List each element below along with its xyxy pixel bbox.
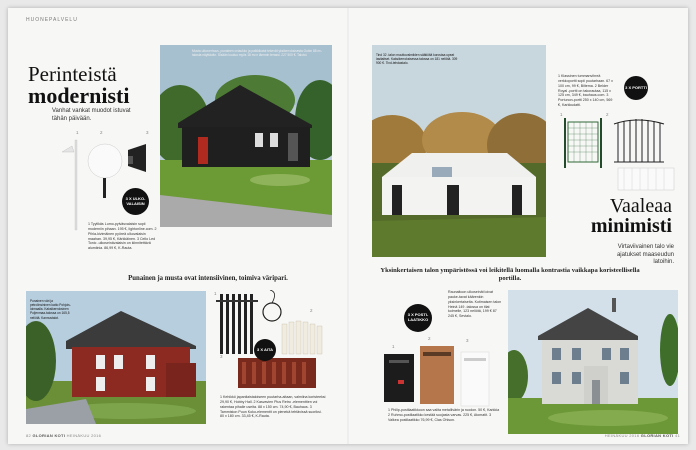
mailbox-number-3: 3 xyxy=(466,338,469,343)
black-house-photo xyxy=(160,45,332,227)
gate-products-image xyxy=(560,114,680,196)
right-mid-heading: Yksinkertaisen talon ympäristössä voi leikitellä luomalla kontrastia vaikkapa koristeellisella portilla. xyxy=(380,267,640,283)
red-house-caption: Punainen väri ja petrolinsininen katto Pohjois-loimaalla. Kaksikerroksinen Poljenmaa-talossa on 165,5 neliötä. Kannustalot. xyxy=(30,299,71,320)
black-house-image xyxy=(160,45,332,227)
left-mid-heading: Punainen ja musta ovat intensiivinen, toimiva väripari. xyxy=(128,275,288,282)
right-heading-line2: minimisti xyxy=(590,215,672,237)
lamp-number-1: 1 xyxy=(76,130,79,135)
gate-badge: 3 X PORTTI xyxy=(624,76,648,100)
white-house-photo xyxy=(372,45,546,257)
grey-house-image xyxy=(508,290,678,434)
left-page xyxy=(8,8,348,444)
right-heading-line1: Vaaleaa xyxy=(609,195,672,217)
magazine-spread xyxy=(8,8,688,444)
left-heading-line1: Perinteistä xyxy=(28,62,117,86)
fence-number-1: 1 xyxy=(214,291,217,296)
mailbox-note: 1 Philip-postilaatikkoon saa valita metallivärin ja ruodon. 50 €, Karkkia 2 Ruhmo-postilaatikko kestää suojasta varvas. 225 €, Atomatit. 3 Valkea postilaatikko 76,99 €, Clas Ohlson. xyxy=(388,408,500,422)
right-footer-issue: HEINÄKUU 2016 xyxy=(604,433,640,438)
right-footer-page: 41 xyxy=(674,433,680,438)
gate-number-2: 2 xyxy=(606,112,609,117)
grey-house-photo xyxy=(508,290,678,434)
left-subtitle: Vanhat vankat muodot istuvat tähän päivään. xyxy=(52,108,131,122)
gate-note: 1 Klassinen tummanvihreä verkkoportti sopii puutarhaan. 67 x 100 cm, 99 €, Biltema. 2 Belder Royal -portti on takorautaa, 115 x 125 cm, 349 €, bauhaus.com. 3 Portunon-portti 250 x 140 cm, 569 €, Karkkudatti. xyxy=(558,74,613,108)
mailbox-badge: 3 X POSTI-LAATIKKO xyxy=(404,304,432,332)
left-heading-line2: modernisti xyxy=(28,83,130,108)
house-note: Raunaltoon ulkoseinät loivat pauke-tavat käärenkin yksinkertaiselta. Kotimaisen talon Heinä 149 -talossa on tilat kolmelle, 123 neliötä, 199 € 87 245 €, Sevtalo. xyxy=(448,290,502,319)
right-footer-magazine: GLORIAN KOTI xyxy=(640,433,674,438)
right-page xyxy=(348,8,688,444)
black-house-caption: Musta ulkoverhous, punainen oviaukko ja palkkikatot tekevät yksikerroksisesta Gobin 88 m²-talosta näyttävän. Sisään kuuluu myös 18 m²:n lämmin terassi. 227 500 €. Talotoi. xyxy=(192,49,323,58)
fence-number-3: 3 xyxy=(220,354,223,359)
lamp-products-image xyxy=(48,136,163,231)
right-subtitle: Virtaviivainen talo vie ajatukset maaseudun latoihin. xyxy=(616,244,674,265)
left-footer-magazine: GLORIAN KOTI xyxy=(32,433,66,438)
fence-badge: 3 X AITA xyxy=(254,339,276,361)
right-heading xyxy=(550,196,672,236)
mailbox-number-1: 1 xyxy=(392,344,395,349)
left-footer-issue: HEINÄKUU 2016 xyxy=(66,433,102,438)
mailbox-number-2: 2 xyxy=(428,336,431,341)
red-house-photo xyxy=(26,291,206,424)
fence-number-2: 2 xyxy=(310,308,313,313)
right-footer xyxy=(605,433,680,438)
mailbox-products-image xyxy=(378,340,498,410)
white-house-caption: Tind 32 -talon muuttovalmiiden säätiöitä korostaa upeat lasitaitset. Kaksikerroksisessa talossa on 181 neliötä. 309 900 €. Tind-tehdastalo. xyxy=(376,53,458,66)
white-house-image xyxy=(372,45,546,257)
left-heading xyxy=(28,64,129,107)
lamp-badge: 3 X ULKO-VALAISIN xyxy=(122,188,149,215)
left-footer xyxy=(26,433,101,438)
lamp-note: 1 Tyylikäs Lumo-pylväsvalaisin sopii moderniin pihaan. 195 €, lightonline.com. 2 Pihla-kivimäinen pyöreä ulkovalaisin maahan. 39,95 €, Kärkkäinen. 3 Cello Led Tonic -ulkoseinävalaisin on kiinnitettävä alumiinia. 86,99 €, K-Rauta. xyxy=(88,222,157,251)
lamp-number-3: 3 xyxy=(146,130,149,135)
fence-note: 1 Kehikkö japanilaistaloiseen puutarha-aitaan, valmiina koristeeksi 29,90 €, Hobby Hall. 2 Kasvavien Plus Retro -elementtien voi rakentaa pihalle useita. 88 x 150 cm. 74,90 €, Bauhaus. 3 Tammiston Puun Koko-elementit on pienekä tehtävissä suoriksi. 80 x 180 cm. 33,45 €, K-Rauta. xyxy=(220,395,326,419)
lamp-number-2: 2 xyxy=(100,130,103,135)
gate-number-1: 1 xyxy=(560,112,563,117)
fence-products-image xyxy=(212,290,332,390)
left-footer-page: 82 xyxy=(26,433,32,438)
section-label: HUONEPALVELU xyxy=(26,17,78,23)
